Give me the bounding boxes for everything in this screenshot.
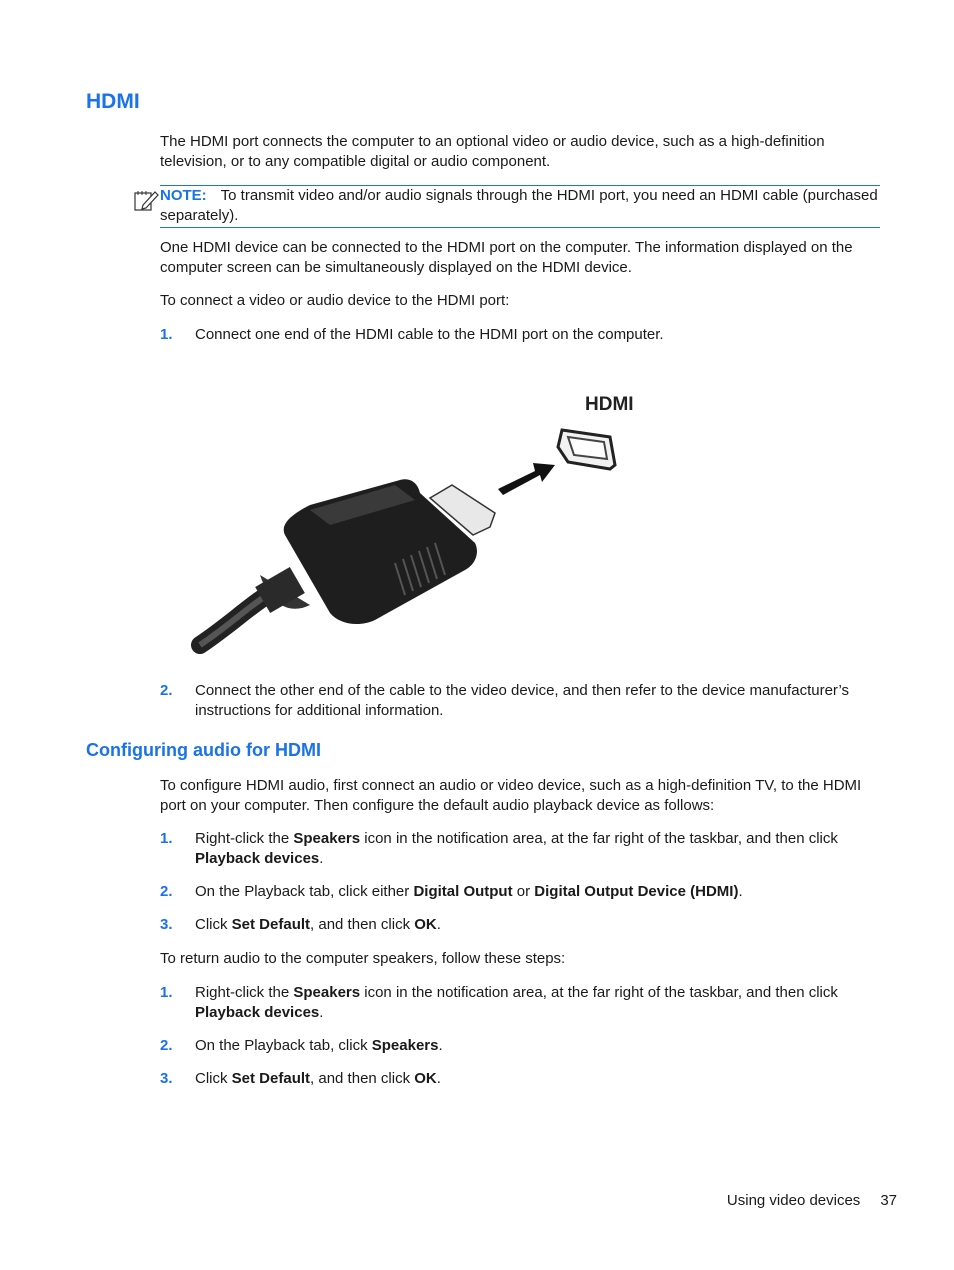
- note-text: To transmit video and/or audio signals through the HDMI port, you need an HDMI cable (purchased separately).: [160, 187, 878, 224]
- step-text: Click Set Default, and then click OK.: [195, 916, 441, 933]
- step-text: On the Playback tab, click either Digital Output or Digital Output Device (HDMI).: [195, 883, 743, 900]
- step-number: 1.: [160, 830, 173, 847]
- step-number: 2.: [160, 682, 173, 699]
- step-text: Connect the other end of the cable to the video device, and then refer to the device manufacturer’s instructions for additional information.: [195, 682, 850, 719]
- step-text: Connect one end of the HDMI cable to the HDMI port on the computer.: [195, 326, 664, 343]
- illustration-hdmi-label: HDMI: [585, 394, 634, 415]
- section-heading: HDMI: [86, 90, 140, 113]
- note-pencil-icon: [133, 188, 159, 212]
- step-text: Right-click the Speakers icon in the notification area, at the far right of the taskbar, and then click Playback devices.: [195, 984, 838, 1021]
- step-number: 2.: [160, 883, 173, 900]
- hdmi-cable-illustration: [190, 385, 650, 665]
- step-number: 3.: [160, 916, 173, 933]
- step-text: Click Set Default, and then click OK.: [195, 1070, 441, 1087]
- return-audio-paragraph: To return audio to the computer speakers, follow these steps:: [160, 950, 566, 967]
- step-text: Right-click the Speakers icon in the notification area, at the far right of the taskbar, and then click Playback devices.: [195, 830, 838, 867]
- step-text: On the Playback tab, click Speakers.: [195, 1037, 443, 1054]
- connect-intro-paragraph: To connect a video or audio device to the HDMI port:: [160, 292, 510, 309]
- footer-section-title: Using video devices: [726, 1192, 861, 1209]
- step-number: 1.: [160, 984, 173, 1001]
- step-number: 1.: [160, 326, 173, 343]
- hdmi-device-paragraph: One HDMI device can be connected to the HDMI port on the computer. The information displayed on the computer screen can be simultaneously displayed on the HDMI device.: [160, 239, 853, 276]
- page-number: 37: [880, 1192, 897, 1209]
- note-box: [160, 185, 880, 228]
- intro-paragraph: The HDMI port connects the computer to an optional video or audio device, such as a high-definition television, or to any compatible digital or audio component.: [160, 133, 825, 170]
- insert-arrow-icon: [498, 463, 555, 495]
- step-number: 2.: [160, 1037, 173, 1054]
- subsection-heading: Configuring audio for HDMI: [86, 740, 321, 760]
- page-footer: [727, 1192, 897, 1209]
- note-label: NOTE:: [160, 187, 207, 204]
- step-number: 3.: [160, 1070, 173, 1087]
- hdmi-plug-icon: [200, 479, 495, 645]
- hdmi-port-icon: [558, 430, 615, 469]
- configure-audio-paragraph: To configure HDMI audio, first connect an audio or video device, such as a high-definition TV, to the HDMI port on your computer. Then configure the default audio playback device as follows:: [160, 777, 862, 814]
